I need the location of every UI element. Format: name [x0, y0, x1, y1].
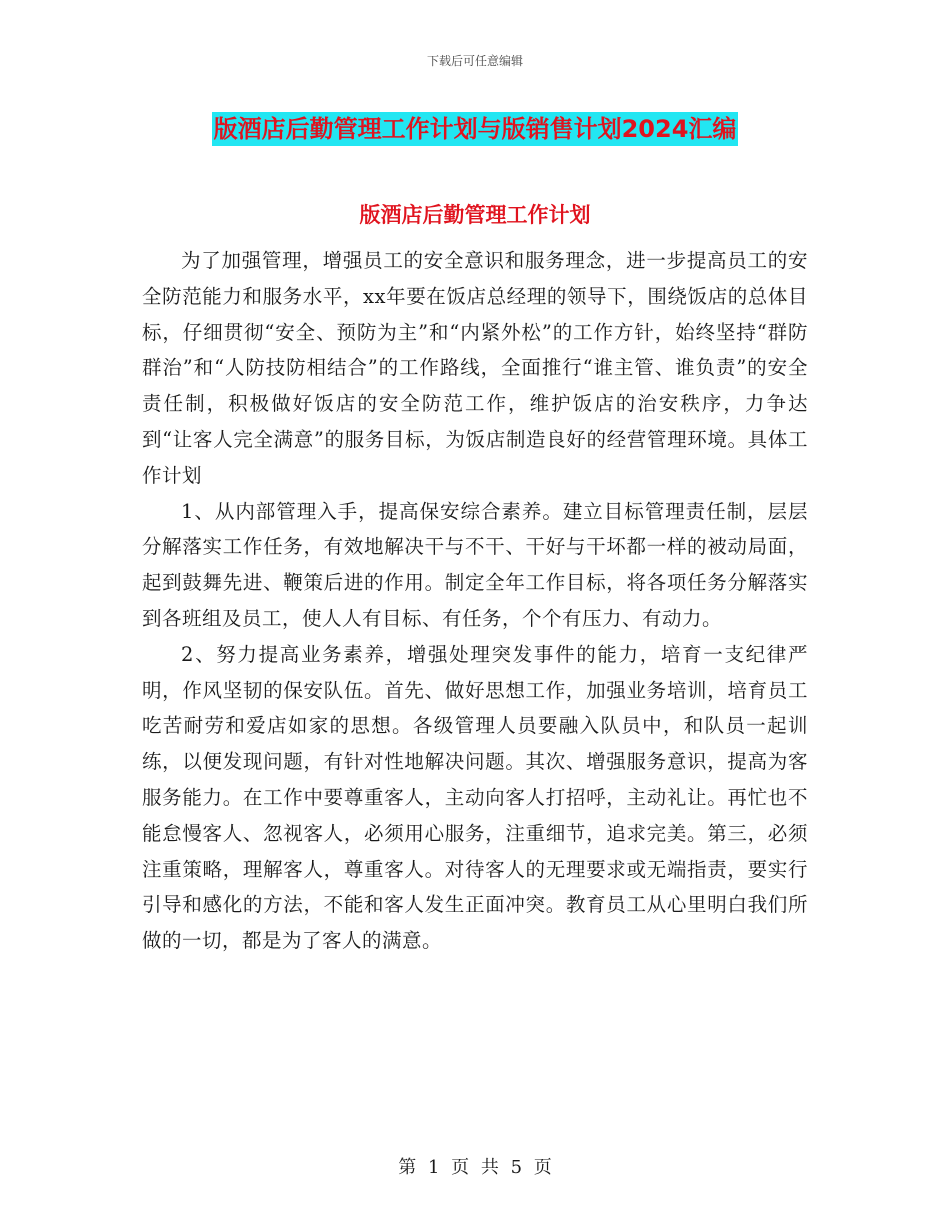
document-body — [142, 243, 808, 959]
header-note: 下载后可任意编辑 — [426, 54, 523, 68]
paragraph-item-2: 2、努力提高业务素养，增强处理突发事件的能力，培育一支纪律严明，作风坚韧的保安队伍。首先、做好思想工作，加强业务培训，培育员工吃苦耐劳和爱店如家的思想。各级管理人员要融入队员中，和队员一起训练，以便发现问题，有针对性地解决问题。其次、增强服务意识，提高为客服务能力。在工作中要尊重客人，主动向客人打招呼，主动礼让。再忙也不能怠慢客人、忽视客人，必须用心服务，注重细节，追求完美。第三，必须注重策略，理解客人，尊重客人。对待客人的无理要求或无端指责，要实行引导和感化的方法，不能和客人发生正面冲突。教育员工从心里明白我们所做的一切，都是为了客人的满意。 — [142, 642, 808, 953]
section-title: 版酒店后勤管理工作计划 — [359, 203, 591, 227]
document-title-text: 版酒店后勤管理工作计划与版销售计划2024汇编 — [212, 112, 739, 146]
paragraph-intro: 为了加强管理，增强员工的安全意识和服务理念，进一步提高员工的安全防范能力和服务水平，xx年要在饭店总经理的领导下，围绕饭店的总体目标，仔细贯彻“安全、预防为主”和“内紧外松”的工作方针，始终坚持“群防群治”和“人防技防相结合”的工作路线，全面推行“谁主管、谁负责”的安全责任制，积极做好饭店的安全防范工作，维护饭店的治安秩序，力争达到“让客人完全满意”的服务目标，为饭店制造良好的经营管理环境。具体工作计划 — [142, 249, 808, 487]
paragraph-item-1: 1、从内部管理入手，提高保安综合素养。建立目标管理责任制，层层分解落实工作任务，有效地解决干与不干、干好与干坏都一样的被动局面，起到鼓舞先进、鞭策后进的作用。制定全年工作目标，将各项任务分解落实到各班组及员工，使人人有目标、有任务，个个有压力、有动力。 — [142, 499, 808, 630]
page-footer: 第 1 页 共 5 页 — [398, 1157, 552, 1178]
document-title — [0, 112, 950, 146]
